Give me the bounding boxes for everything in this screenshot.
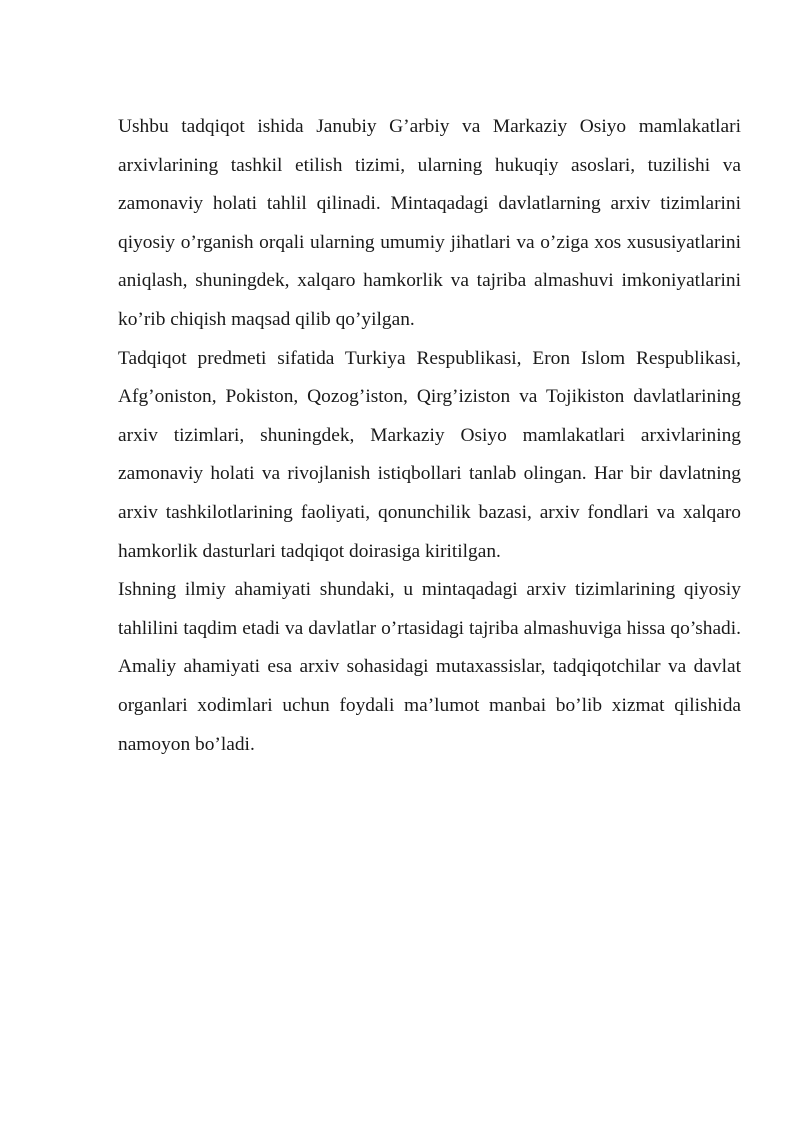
paragraph-subject: Tadqiqot predmeti sifatida Turkiya Respublikasi, Eron Islom Respublikasi, Afg’oniston, Pokiston, Qozog’iston, Qirg’iziston va Tojikiston davlatlarining arxiv tizimlari, shuningdek, Markaziy Osiyo mamlakatlari arxivlarining zamonaviy holati va rivojlanish istiqbollari tanlab olingan. Har bir davlatning arxiv tashkilotlarining faoliyati, qonunchilik bazasi, arxiv fondlari va xalqaro hamkorlik dasturlari tadqiqot doirasiga kiritilgan.: [118, 347, 741, 562]
paragraph-purpose: Ushbu tadqiqot ishida Janubiy G’arbiy va Markaziy Osiyo mamlakatlari arxivlarining tashkil etilish tizimi, ularning hukuqiy asoslari, tuzilishi va zamonaviy holati tahlil qilinadi. Mintaqadagi davlatlarning arxiv tizimlarini qiyosiy o’rganish orqali ularning umumiy jihatlari va o’ziga xos xususiyatlarini aniqlash, shuningdek, xalqaro hamkorlik va tajriba almashuvi imkoniyatlarini ko’rib chiqish maqsad qilib qo’yilgan.: [118, 116, 741, 330]
body-text: [118, 108, 741, 764]
paragraph-significance: Ishning ilmiy ahamiyati shundaki, u mintaqadagi arxiv tizimlarining qiyosiy tahlilini taqdim etadi va davlatlar o’rtasidagi tajriba almashuviga hissa qo’shadi. Amaliy ahamiyati esa arxiv sohasidagi mutaxassislar, tadqiqotchilar va davlat organlari xodimlari uchun foydali ma’lumot manbai bo’lib xizmat qilishida namoyon bo’ladi.: [118, 579, 741, 755]
